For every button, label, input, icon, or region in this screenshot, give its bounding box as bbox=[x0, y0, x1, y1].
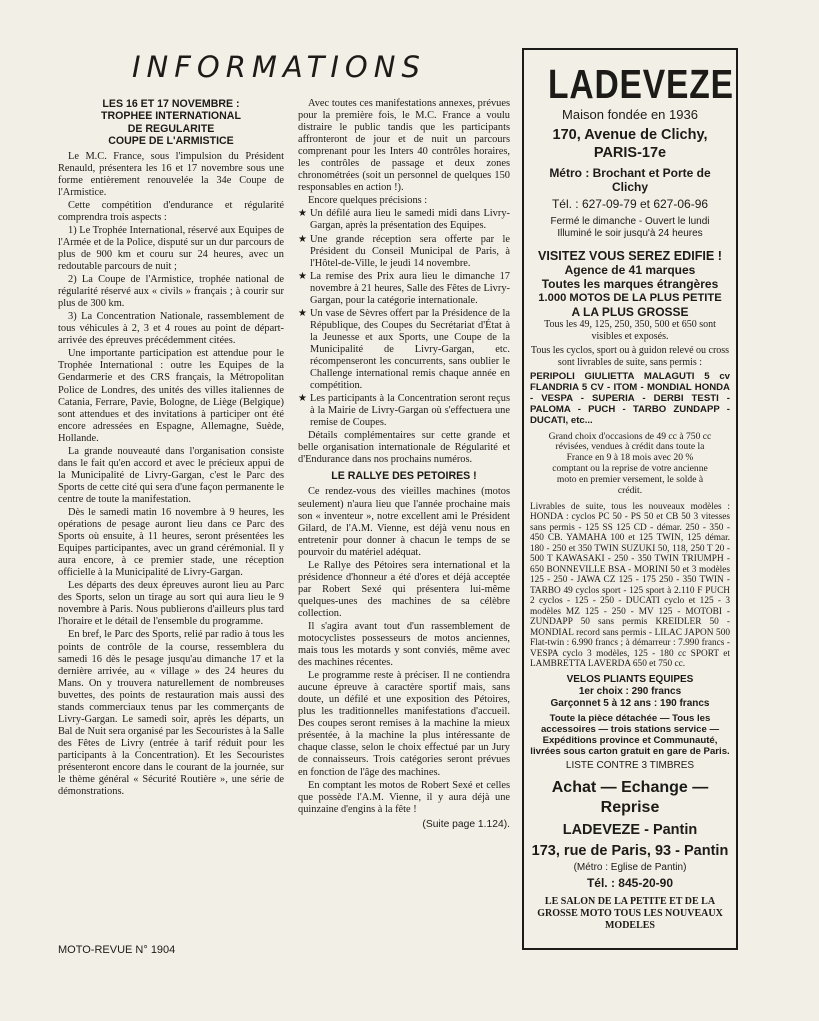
ad-catalogue: LISTE CONTRE 3 TIMBRES bbox=[565, 759, 695, 771]
heading-line: DE REGULARITE bbox=[127, 122, 215, 135]
ad-pantin-address: 173, rue de Paris, 93 - Pantin bbox=[531, 842, 729, 859]
ad-pantin-metro: (Métro : Eglise de Pantin) bbox=[573, 861, 687, 873]
paragraph: Cette compétition d'endurance et régularité comprendra trois aspects : bbox=[58, 199, 284, 223]
ad-hours: Fermé le dimanche - Ouvert le lundi bbox=[550, 216, 710, 227]
ad-visit-slogan: VISITEZ VOUS SEREZ EDIFIE ! bbox=[537, 249, 723, 263]
ad-founded: Maison fondée en 1936 bbox=[562, 107, 698, 122]
page-footer: MOTO-REVUE N° 1904 bbox=[58, 944, 176, 956]
ad-velos: VELOS PLIANTS EQUIPES bbox=[566, 673, 694, 685]
heading-line: LES 16 ET 17 NOVEMBRE : bbox=[102, 98, 240, 110]
paragraph: 2) La Coupe de l'Armistice, trophée national de régularité réservé aux « civils » français ; à courir sur plus de 300 km. bbox=[58, 274, 284, 310]
continued-note: (Suite page 1.124). bbox=[422, 818, 510, 830]
ladeveze-advertisement bbox=[522, 48, 738, 950]
ad-velos-price: Garçonnet 5 à 12 ans : 190 francs bbox=[550, 697, 710, 709]
star-bullet-item: ★ Une grande réception sera offerte par le Président du Conseil Municipal de Paris, à l'Hôtel-de-Ville, le jeudi 14 novembre. bbox=[298, 234, 510, 270]
paragraph: Encore quelques précisions : bbox=[308, 195, 428, 207]
ad-pantin-phone: Tél. : 845-20-90 bbox=[586, 875, 674, 890]
paragraph: Le programme reste à préciser. Il ne contiendra aucune épreuve à caractère sportif mais, sans doute, un défilé et une exposition des Pétoires, plus les traditionnelles manifestations d'accueil. Des coupes seront remises à la machine la mieux présentée, à la machine la plus intéressante de chaque classe, selon le choix effectué par un Jury de connaisseurs. Trois catégories seront prévues en fonction de l'âge des machines. bbox=[298, 670, 510, 778]
ad-cc-range: Tous les 49, 125, 250, 350, 500 et 650 sont visibles et exposés. bbox=[544, 319, 716, 342]
ad-models-list: Livrables de suite, tous les nouveaux modèles : HONDA : cyclos PC 50 - PS 50 et CB 50 3 vitesses sans permis - 125 SS 125 CD - démar. 250 - 350 - 450 CB. YAMAHA 100 et 125 TWIN, 125 démar. 180 - 250 et 350 TWIN SUZUKI 50, 118, 250 T 20 - 500 T KAWASAKI - 250 - 350 TWIN TRIUMPH - 650 BONNEVILLE BSA - MORINI 50 et 3 modèles 125 - 250 - JAWA CZ 125 - 175 250 - 350 TWIN - TARBO 49 cyclos sport - 125 sport à 2.110 F PUCH 2 cyclos - 125 - 250 - DUCATI cyclo et 125 - 3 modèles MZ 125 - 250 - MV 125 - MOTOBI - ZUNDAPP 50 sans permis KREIDLER 50 - MONDIAL record sans permis - LILAC JAPON 500 Flat-twin : 6.990 francs ; à démarreur : 7.990 francs - VESPA cyclo 3 modèles, 125 - 180 cc SPORT et LAMBRETTA LAVERDA 650 et 750 cc. bbox=[530, 501, 730, 670]
ad-hours: Illuminé le soir jusqu'à 24 heures bbox=[557, 228, 703, 239]
heading-line: TROPHEE INTERNATIONAL bbox=[101, 110, 241, 123]
ad-phone: Tél. : 627-09-79 et 627-06-96 bbox=[551, 197, 709, 211]
article-heading-armistice bbox=[58, 98, 284, 148]
paragraph: Les départs des deux épreuves auront lieu au Parc des Sports, selon un tirage au sort qui aura lieu le 9 novembre à Paris. Nous publierons d'ailleurs plus tard l'horaire et le détail de l'ensemble du programme. bbox=[58, 580, 284, 628]
paragraph: Dès le samedi matin 16 novembre à 9 heures, les opérations de pesage auront lieu dans ce Parc des Sports où ensuite, à 11 heures, seront présentées les Equipes participantes, avec un grand cérémonial. Il y aura encore, à ce premier stade, une réception officielle à la Municipalité de Livry-Gargan. bbox=[58, 506, 284, 579]
paragraph: 1) Le Trophée International, réservé aux Equipes de l'Armée et de la Police, disputé sur un dur parcours de plus de 900 km et couru sur 24 heures, avec un redoutable parcours de nuit ; bbox=[58, 224, 284, 273]
ad-parts-service: Toute la pièce détachée — Tous les accessoires — trois stations service — Expéditions province et Communauté, livrées sous carton gratuit en gare de Paris. bbox=[530, 712, 730, 757]
paragraph: Une importante participation est attendue pour le Trophée International : outre les Equipes de la Gendarmerie et des CRS français, la Métropolitan Police de Londres, des unités des villes italiennes de Catania, Ferrare, Pavie, Bologne, de Liège (Belgique) sont attendues et des invitations à participer ont été encore adressées en Espagne, Allemagne, Suède, Hollande. bbox=[58, 348, 284, 444]
ad-agency: Agence de 41 marques bbox=[564, 263, 696, 277]
paragraph: Avec toutes ces manifestations annexes, prévues pour la première fois, le M.C. France a voulu distraire le public tandis que les participants affronteront de jour et de nuit un parcours comprenant pour les Inters 40 contrôles horaires, les contrôles de passage et deux zones chronométrées (soit un personnel de quelques 150 responsables en action !). bbox=[298, 98, 510, 194]
paragraph: Détails complémentaires sur cette grande et belle organisation internationale de Régularité et d'Endurance dans nos prochains numéros. bbox=[298, 430, 510, 466]
ad-trade-in: Achat — Echange — Reprise bbox=[551, 778, 709, 816]
ad-makes-list: PERIPOLI GIULIETTA MALAGUTI 5 cv FLANDRIA 5 CV - ITOM - MONDIAL HONDA - VESPA - SUPERIA - DERBI TESTI - PALOMA - PUCH - TARBO ZUNDAPP - DUCATI, etc... bbox=[530, 371, 730, 426]
ad-brand-title: LADEVEZE bbox=[548, 61, 734, 107]
star-bullet-item: ★ Un défilé aura lieu le samedi midi dans Livry-Gargan, après la présentation des Equipes. bbox=[298, 208, 510, 232]
star-bullet-item: ★ Un vase de Sèvres offert par la Présidence de la République, des Coupes du Secrétariat d'État à la Jeunesse et aux Sports, une Coupe de la Municipalité de Livry-Gargan, etc. récompenseront les concurrents, sans oublier le Challenge international remis chaque année en compétition. bbox=[298, 308, 510, 392]
ad-cyclos: Tous les cyclos, sport ou à guidon relevé ou cross sont livrables de suite, sans permis : bbox=[530, 345, 730, 368]
paragraph: Le M.C. France, sous l'impulsion du Président Renauld, présentera les 16 et 17 novembre sous une forme entièrement renouvelée la 34e Coupe de l'Armistice. bbox=[58, 150, 284, 198]
paragraph: En bref, le Parc des Sports, relié par radio à tous les points de contrôle de la course, ressemblera du samedi 16 dès le pesage jusqu'au dimanche 17 et la dernière arrivée, au « village » des 24 heures du Mans. On y trouvera naturellement de nombreuses buvettes, des points de restauration mais aussi des stands commerciaux tenus par les commerçants de Livry-Gargan. Le samedi soir, après les départs, un Bal de Nuit sera organisé par les Secouristes à la Salle des Fêtes de Livry (entrée à tarif réduit pour les participants à la Concentration). Et les Secouristes présenteront encore dans le courant de la journée, sur le thème général « Sécurité Routière », une série de démonstrations. bbox=[58, 629, 284, 798]
paragraph: Ce rendez-vous des vieilles machines (motos seulement) n'aura lieu que l'année prochaine mais son « inventeur », notre excellent ami le Président Gilard, de l'A.M. Vienne, est déjà venu nous en entretenir pour donner à chacun le temps de se pourvoir du matériel adéquat. bbox=[298, 486, 510, 558]
ad-salon-slogan: LE SALON DE LA PETITE ET DE LA GROSSE MOTO TOUS LES NOUVEAUX MODELES bbox=[537, 895, 723, 931]
ad-velos-price: 1er choix : 290 francs bbox=[578, 685, 682, 697]
ad-motos: A LA PLUS GROSSE bbox=[571, 305, 689, 319]
paragraph: La grande nouveauté dans l'organisation consiste dans le fait qu'en accord et avec le précieux appui de la Municipalité de Livry-Gargan, c'est le Parc des Sports de cette cité qui sera d'une façon permanente le centre de toute la manifestation. bbox=[58, 445, 284, 505]
ad-credit-offer: Grand choix d'occasions de 49 cc à 750 cc révisées, vendues à crédit dans toute la France en 9 à 18 mois avec 20 % comptant ou la reprise de votre ancienne moto en premier versement, le solde à crédit. bbox=[548, 430, 712, 497]
paragraph: Il s'agira avant tout d'un rassemblement de motocyclistes possesseurs de motos anciennes, mais tous les motards y sont conviés, même avec des machines récentes. bbox=[298, 620, 510, 669]
section-masthead: INFORMATIONS bbox=[132, 50, 426, 84]
star-bullet-item: ★ Les participants à la Concentration seront reçus à la Mairie de Livry-Gargan où s'effectuera une remise de Coupes. bbox=[298, 393, 510, 429]
article-heading-petoires: LE RALLYE DES PETOIRES ! bbox=[331, 470, 477, 483]
ad-metro: Métro : Brochant et Porte de Clichy bbox=[549, 166, 711, 194]
star-bullet-item: ★ La remise des Prix aura lieu le dimanche 17 novembre à 21 heures, Salle des Fêtes de Livry-Gargan, pour la catégorie internationale. bbox=[298, 271, 510, 307]
ad-address: 170, Avenue de Clichy, PARIS-17e bbox=[552, 127, 708, 161]
ad-motos: 1.000 MOTOS DE LA PLUS PETITE bbox=[538, 292, 722, 304]
ad-pantin-branch: LADEVEZE - Pantin bbox=[562, 821, 698, 838]
article-column-1 bbox=[58, 98, 284, 928]
ad-brands: Toutes les marques étrangères bbox=[541, 277, 719, 291]
heading-line: COUPE DE L'ARMISTICE bbox=[108, 135, 234, 148]
paragraph: 3) La Concentration Nationale, rassemblement de tous véhicules à 2, 3 et 4 roues au point de départ-arrivée des épreuves précédemment citées. bbox=[58, 311, 284, 347]
article-column-2 bbox=[298, 98, 510, 936]
paragraph: Le Rallye des Pétoires sera international et la présidence d'honneur a été d'ores et déjà acceptée par Robert Sexé qui présentera lui-même quelques-unes des machines de sa célèbre collection. bbox=[298, 559, 510, 619]
paragraph: En comptant les motos de Robert Sexé et celles que possède l'A.M. Vienne, il y aura déjà une quinzaine d'engins à la fête ! bbox=[298, 779, 510, 815]
